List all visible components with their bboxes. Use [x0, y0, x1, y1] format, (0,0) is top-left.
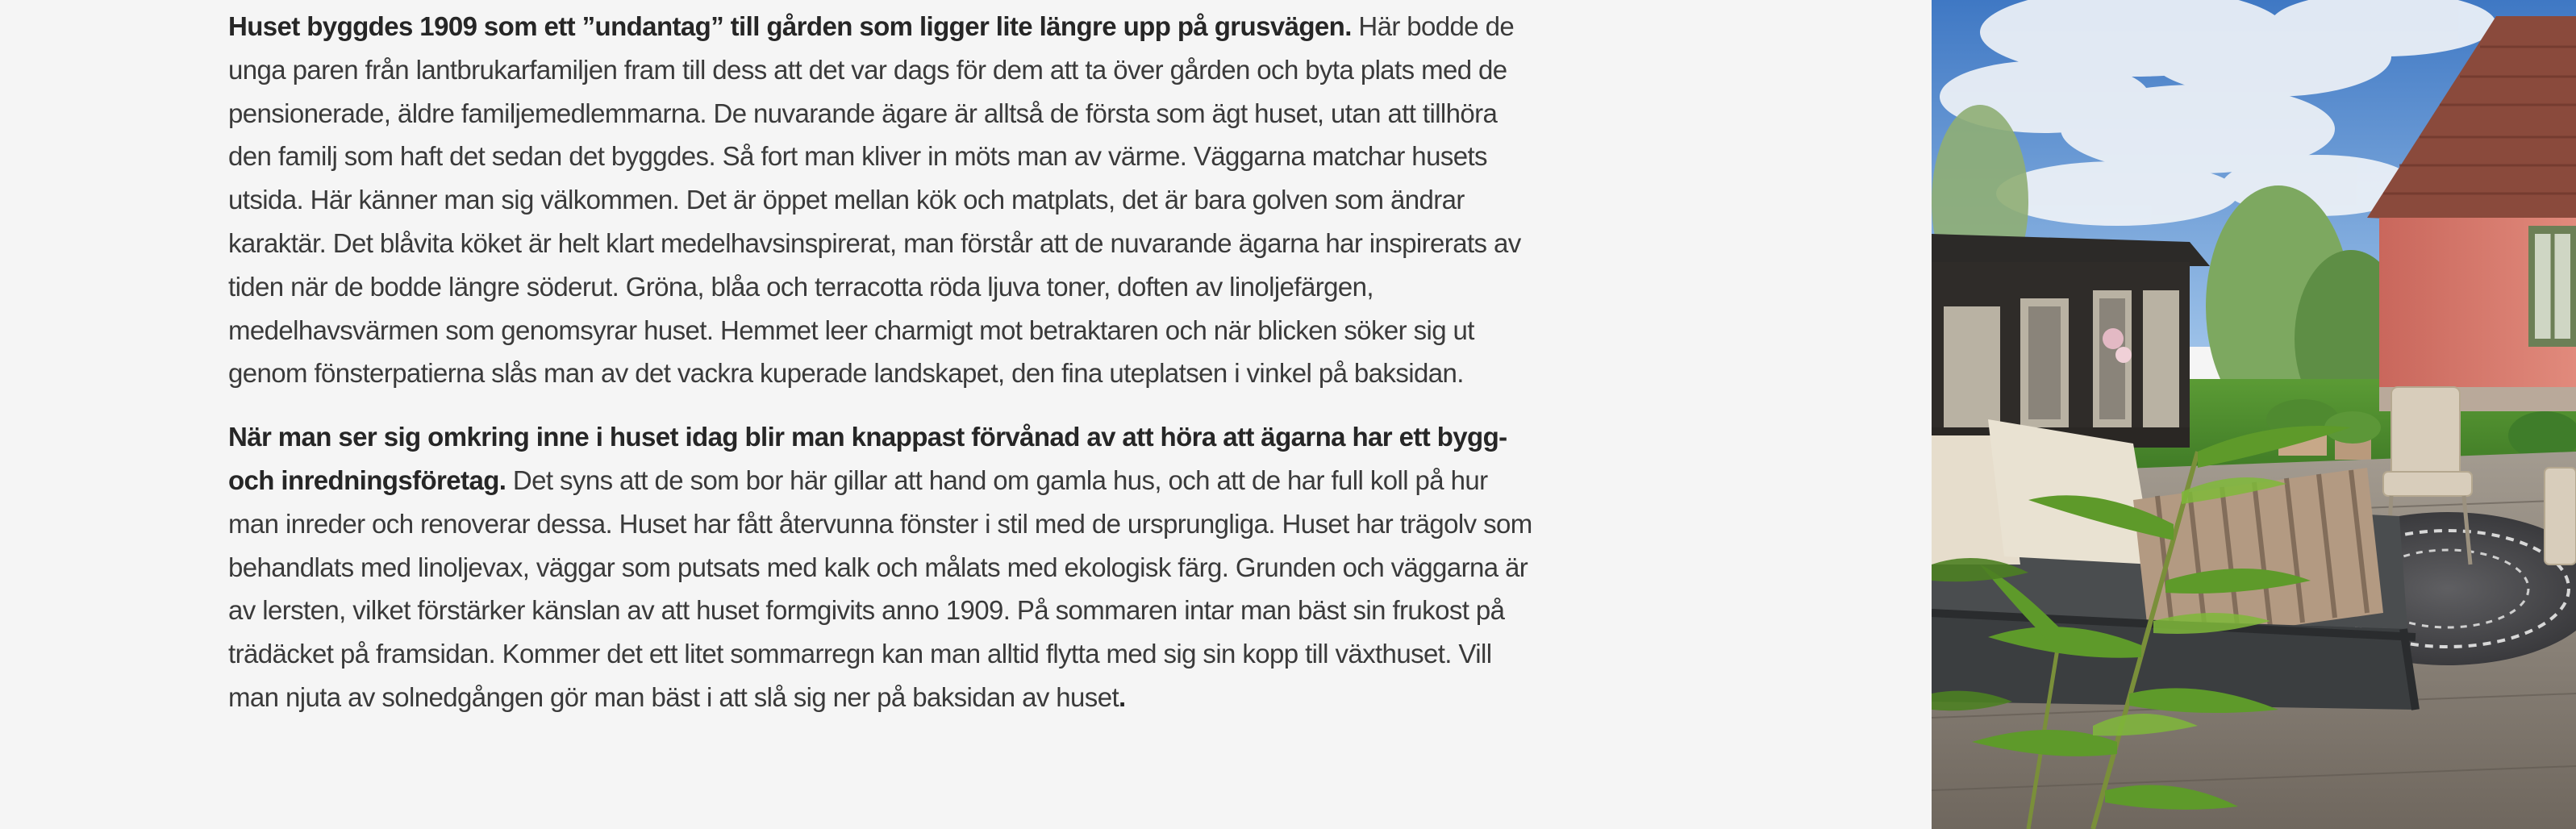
- paragraph-2-lead: När man ser sig omkring inne i huset idag blir man knappast förvånad av att höra att ägarna har ett bygg- och inredningsföretag.: [228, 422, 1507, 495]
- photo-illustration: [1932, 0, 2576, 829]
- paragraph-1-lead: Huset byggdes 1909 som ett ”undantag” till gården som ligger lite längre upp på grusvägen.: [228, 11, 1352, 41]
- article-text: [228, 5, 1535, 739]
- paragraph-2-body: Det syns att de som bor här gillar att hand om gamla hus, och att de har full koll på hur man inreder och renoverar dessa. Huset har fått återvunna fönster i stil med de ursprungliga. Huset har trägolv som behandlats med linoljevax, väggar som putsats med kalk och målats med ekologisk färg. Grunden och väggarna är av lersten, vilket förstärker känslan av att huset formgivits anno 1909. På sommaren intar man bäst sin frukost på trädäcket på framsidan. Kommer det ett litet sommarregn kan man alltid flytta med sig sin kopp till växthuset. Vill man njuta av solnedgången gör man bäst i att slå sig ner på baksidan av huset: [228, 464, 1532, 712]
- article-paragraph-2: [228, 415, 1535, 719]
- article-paragraph-1: [228, 5, 1535, 395]
- greenhouse: [1932, 234, 2210, 448]
- paragraph-2-end: .: [1119, 681, 1126, 712]
- paragraph-1-body: Här bodde de unga paren från lantbrukarfamiljen fram till dess att det var dags för dem att ta över gården och byta plats med de pensionerade, äldre familjemedlemmarna. De nuvarande ägare är alltså de första som ägt huset, utan att tillhöra den familj som haft det sedan det byggdes. Så fort man kliver in möts man av värme. Väggarna matchar husets utsida. Här känner man sig välkommen. Det är öppet mellan kök och matplats, det är bara golven som ändrar karaktär. Det blåvita köket är helt klart medelhavsinspirerat, man förstår att de nuvarande ägarna har inspirerats av tiden när de bodde längre söderut. Gröna, blåa och terracotta röda ljuva toner, doften av linoljefärgen, medelhavsvärmen som genomsyrar huset. Hemmet leer charmigt mot betraktaren och när blicken söker sig ut genom fönsterpatierna slås man av det vackra kuperade landskapet, den fina uteplatsen i vinkel på baksidan.: [228, 11, 1521, 389]
- garden-patio-photo: [1932, 0, 2576, 829]
